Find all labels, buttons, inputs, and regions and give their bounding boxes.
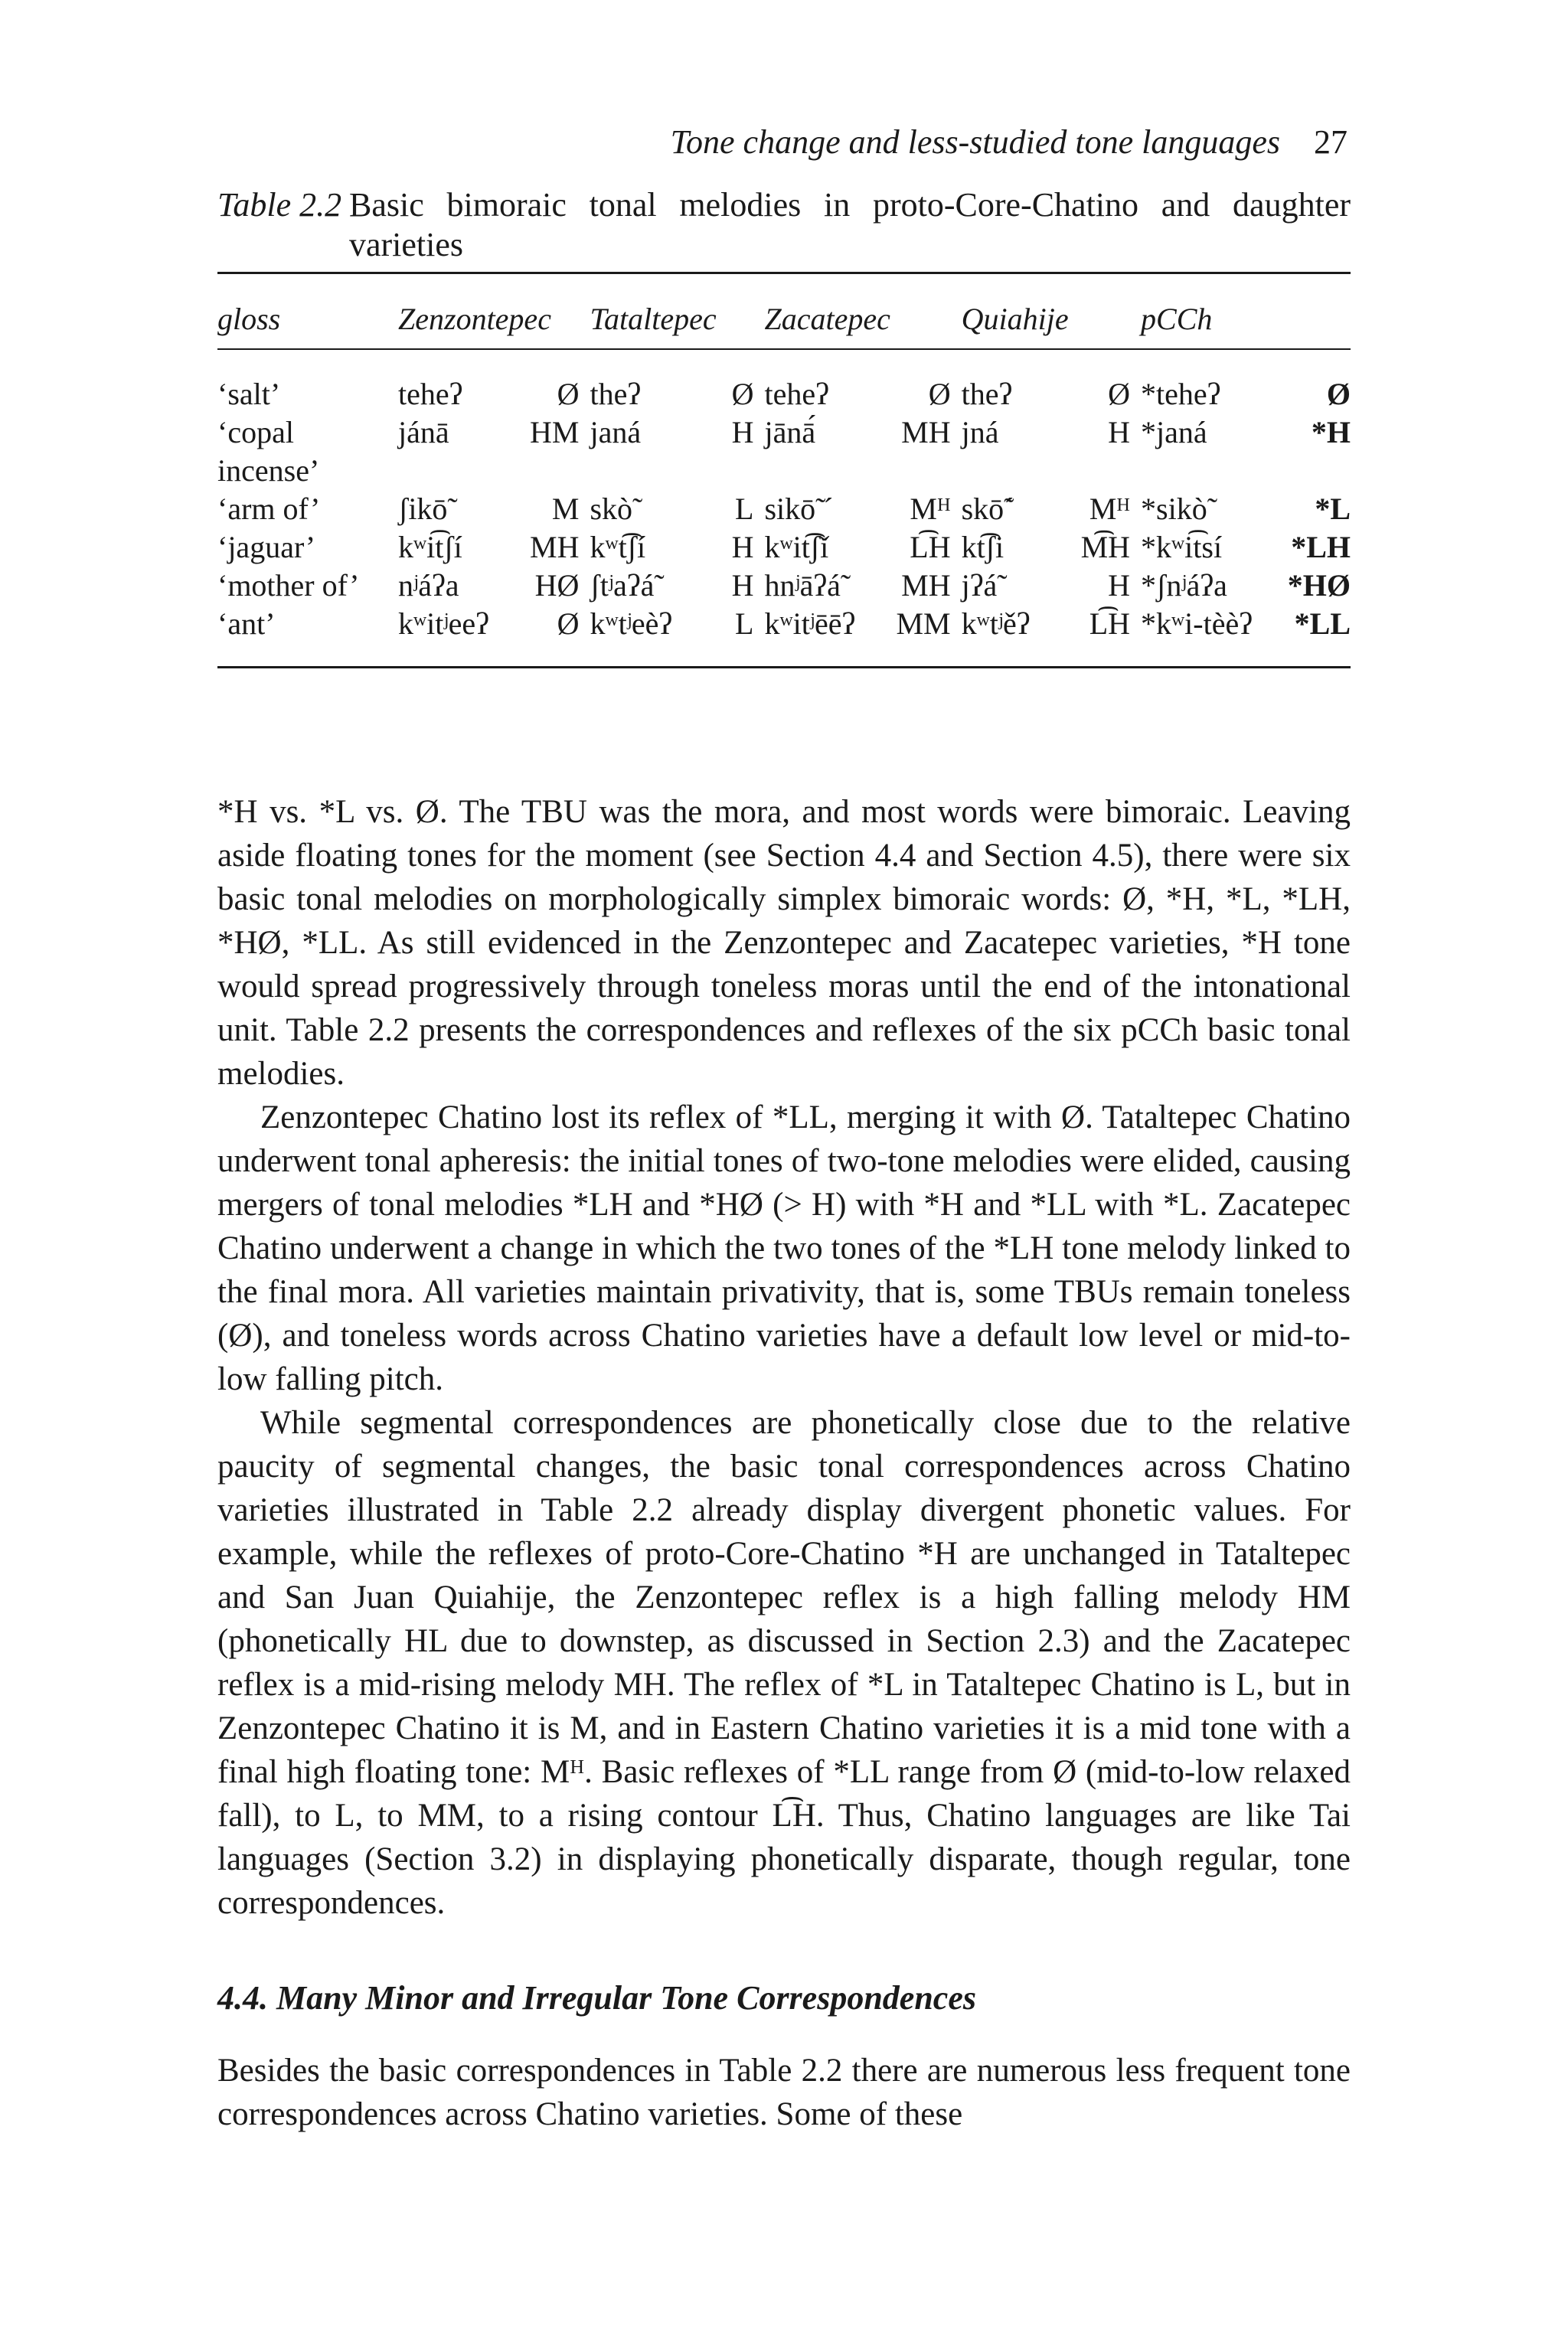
tataltepec-form: skò̃	[590, 492, 633, 526]
tataltepec-tone: H	[731, 530, 754, 564]
quiahije-form: kʷtʲěʔ	[961, 606, 1031, 641]
pcch-form: *teheʔ	[1141, 377, 1221, 411]
zenzontepec-form: kʷitʲeeʔ	[398, 606, 489, 641]
pcch-form: *ʃnʲáʔa	[1141, 568, 1227, 603]
quiahije-tone: L͡H	[1089, 606, 1131, 641]
quiahije-form: theʔ	[961, 377, 1013, 411]
table-row	[217, 528, 1351, 567]
table-caption	[217, 185, 1351, 265]
zacatepec-form: hnʲāʔá̃	[764, 568, 841, 603]
gloss-cell: ‘salt’	[217, 377, 281, 411]
table-row	[217, 375, 1351, 413]
table-row	[217, 605, 1351, 643]
section-heading: 4.4. Many Minor and Irregular Tone Correspondences	[217, 1979, 976, 2017]
table-row	[217, 490, 1351, 528]
zenzontepec-tone: M	[551, 492, 580, 526]
tataltepec-form: kʷt͡ʃí	[590, 530, 646, 564]
body-text	[217, 790, 1351, 1925]
zenzontepec-tone: HØ	[534, 568, 580, 603]
zacatepec-tone: MM	[896, 606, 951, 641]
tataltepec-form: ʃtʲaʔá̃	[590, 568, 655, 603]
gloss-cell: ‘arm of’	[217, 492, 321, 526]
quiahije-form: skō̃´	[961, 492, 1014, 526]
zenzontepec-tone: MH	[530, 530, 580, 564]
gloss-cell: ‘copal incense’	[217, 415, 320, 488]
table-bottom-rule	[217, 666, 1351, 668]
pcch-tone: *L	[1315, 492, 1351, 526]
header-quiahije: Quiahije	[961, 301, 1069, 336]
tataltepec-tone: L	[735, 606, 754, 641]
pcch-form: *sikò̃	[1141, 492, 1207, 526]
zacatepec-tone: L͡H	[910, 530, 951, 564]
pcch-tone: *HØ	[1287, 568, 1351, 603]
page-number: 27	[1314, 123, 1348, 161]
zacatepec-form: kʷit͡ʃǐ	[764, 530, 829, 564]
quiahije-tone: Ø	[1108, 377, 1131, 411]
zacatepec-form: teheʔ	[764, 377, 829, 411]
running-head	[214, 121, 1348, 164]
pcch-form: *kʷi͡tsí	[1141, 530, 1223, 564]
paragraph: Besides the basic correspondences in Table 2.2 there are numerous less frequent tone correspondences across Chatino varieties. Some of these	[217, 2053, 1351, 2132]
zacatepec-tone: Mᴴ	[910, 492, 951, 526]
zenzontepec-form: kʷi͡tʃí	[398, 530, 462, 564]
paragraph: Zenzontepec Chatino lost its reflex of *LL, merging it with Ø. Tataltepec Chatino underwent tonal apheresis: the initial tones of two-tone melodies were elided, causing mergers of tonal melodies *LH and *HØ (> H) with *H and *LL with *L. Zacatepec Chatino underwent a change in which the two tones of the *LH tone melody linked to the final mora. All varieties maintain privativity, that is, some TBUs remain toneless (Ø), and toneless words across Chatino varieties have a default low level or mid-to-low falling pitch.	[217, 1099, 1351, 1397]
zenzontepec-form: jánā	[398, 415, 449, 449]
zenzontepec-form: nʲáʔa	[398, 568, 459, 603]
zenzontepec-tone: HM	[530, 415, 580, 449]
running-head-title: Tone change and less-studied tone languages	[670, 123, 1280, 161]
header-pcch: pCCh	[1141, 301, 1213, 336]
zacatepec-tone: Ø	[928, 377, 951, 411]
table-row	[217, 413, 1351, 490]
gloss-cell: ‘jaguar’	[217, 530, 316, 564]
gloss-cell: ‘ant’	[217, 606, 276, 641]
quiahije-form: jʔá̃	[961, 568, 998, 603]
table-header-row	[217, 291, 1351, 346]
table-caption-label: Table 2.2	[217, 186, 342, 224]
zacatepec-form: sikō̃ ´	[764, 492, 834, 526]
paragraph: *H vs. *L vs. Ø. The TBU was the mora, and most words were bimoraic. Leaving aside floating tones for the moment (see Section 4.4 and Section 4.5), there were six basic tonal melodies on morphologically simplex bimoraic words: Ø, *H, *L, *LH, *HØ, *LL. As still evidenced in the Zenzontepec and Zacatepec varieties, *H tone would spread progressively through toneless moras until the end of the intonational unit. Table 2.2 presents the correspondences and reflexes of the six pCCh basic tonal melodies.	[217, 794, 1351, 1092]
header-tataltepec: Tataltepec	[590, 301, 717, 336]
pcch-tone: *H	[1311, 415, 1351, 449]
tataltepec-form: janá	[590, 415, 642, 449]
pcch-form: *janá	[1141, 415, 1207, 449]
gloss-cell: ‘mother of’	[217, 568, 360, 603]
header-gloss: gloss	[217, 301, 281, 336]
zenzontepec-form: ʃikō̃	[398, 492, 448, 526]
header-zenzontepec: Zenzontepec	[398, 301, 551, 336]
pcch-tone: *LH	[1291, 530, 1351, 564]
quiahije-tone: Mᴴ	[1089, 492, 1131, 526]
tataltepec-form: theʔ	[590, 377, 642, 411]
tonal-melodies-table	[217, 291, 1351, 643]
section-body	[217, 2049, 1351, 2136]
zacatepec-tone: MH	[901, 568, 951, 603]
zacatepec-tone: MH	[901, 415, 951, 449]
tataltepec-tone: H	[731, 568, 754, 603]
paragraph: While segmental correspondences are phonetically close due to the relative paucity of segmental changes, the basic tonal correspondences across Chatino varieties illustrated in Table 2.2 already display divergent phonetic values. For example, while the reflexes of proto-Core-Chatino *H are unchanged in Tataltepec and San Juan Quiahije, the Zenzontepec reflex is a high falling melody HM (phonetically HL due to downstep, as discussed in Section 2.3) and the Zacatepec reflex is a mid-rising melody MH. The reflex of *L in Tataltepec Chatino is L, but in Zenzontepec Chatino it is M, and in Eastern Chatino varieties it is a mid tone with a final high floating tone: Mᴴ. Basic reflexes of *LL range from Ø (mid-to-low relaxed fall), to L, to MM, to a rising contour L͡H. Thus, Chatino languages are like Tai languages (Section 3.2) in displaying phonetically disparate, though regular, tone correspondences.	[217, 1405, 1351, 1921]
tataltepec-tone: H	[731, 415, 754, 449]
quiahije-tone: M͡H	[1080, 530, 1131, 564]
table-caption-text: Basic bimoraic tonal melodies in proto-Core-Chatino and daughter varieties	[349, 186, 1351, 263]
header-zacatepec: Zacatepec	[764, 301, 890, 336]
quiahije-tone: H	[1108, 415, 1131, 449]
pcch-form: *kʷi-tèèʔ	[1141, 606, 1253, 641]
table-top-rule	[217, 272, 1351, 274]
quiahije-form: jná	[961, 415, 999, 449]
pcch-tone: *LL	[1294, 606, 1351, 641]
tataltepec-form: kʷtʲeèʔ	[590, 606, 673, 641]
zenzontepec-tone: Ø	[557, 606, 580, 641]
quiahije-form: kt͡ʃi	[961, 530, 1004, 564]
zenzontepec-form: teheʔ	[398, 377, 463, 411]
tataltepec-tone: Ø	[731, 377, 754, 411]
pcch-tone: Ø	[1326, 377, 1351, 411]
quiahije-tone: H	[1108, 568, 1131, 603]
tataltepec-tone: L	[735, 492, 754, 526]
table-row	[217, 567, 1351, 605]
zacatepec-form: kʷitʲēēʔ	[764, 606, 856, 641]
zenzontepec-tone: Ø	[557, 377, 580, 411]
zacatepec-form: jānā́	[764, 415, 816, 449]
